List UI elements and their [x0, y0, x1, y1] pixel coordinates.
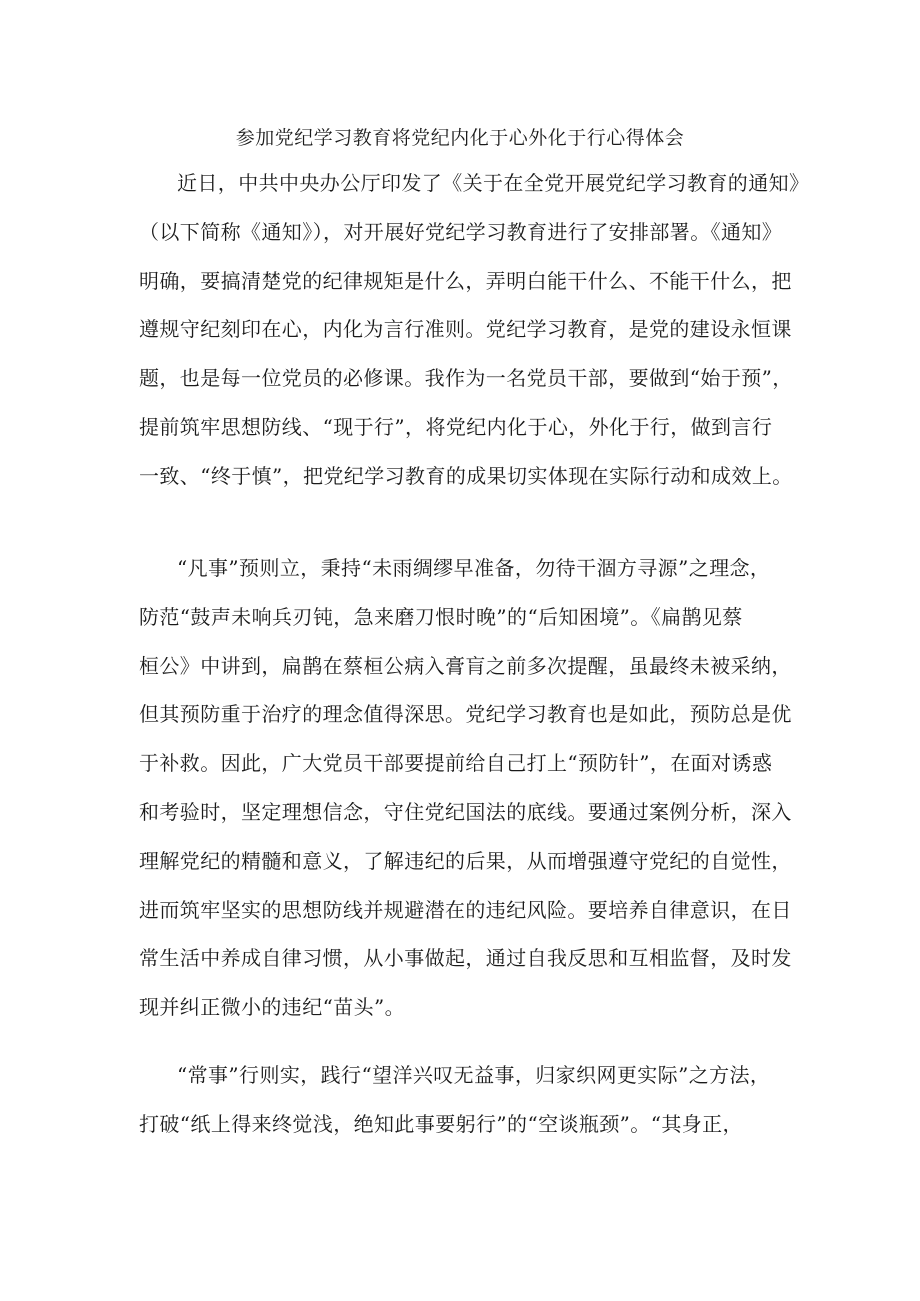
text-line: 现并纠正微小的违纪“苗头”。	[139, 995, 406, 1020]
paragraph-3	[139, 1051, 799, 1149]
document-title: 参加党纪学习教育将党纪内化于心外化于行心得体会	[235, 127, 685, 149]
paragraph-2	[139, 544, 799, 1032]
text-line: 一致、“终于慎”，把党纪学习教育的成果切实体现在实际行动和成效上。	[139, 463, 793, 488]
text-line: 但其预防重于治疗的理念值得深思。党纪学习教育也是如此，预防总是优	[139, 702, 792, 727]
text-line: 遵规守纪刻印在心，内化为言行准则。党纪学习教育，是党的建设永恒课	[139, 317, 792, 342]
text-line: 近日，中共中央办公厅印发了《关于在全党开展党纪学习教育的通知》	[177, 171, 810, 195]
paragraph-1	[139, 159, 810, 501]
text-line: 于补救。因此，广大党员干部要提前给自己打上“预防针”，在面对诱惑	[139, 751, 773, 776]
text-line: 明确，要搞清楚党的纪律规矩是什么，弄明白能干什么、不能干什么，把	[139, 268, 792, 293]
text-line: 桓公》中讲到，扁鹊在蔡桓公病入膏肓之前多次提醒，虽最终未被采纳，	[139, 653, 792, 678]
text-line: “凡事”预则立，秉持“未雨绸缪早准备，勿待干涸方寻源”之理念，	[177, 556, 771, 580]
text-line: “常事”行则实，践行“望洋兴叹无益事，归家织网更实际”之方法，	[177, 1063, 771, 1087]
text-line: 题，也是每一位党员的必修课。我作为一名党员干部，要做到“始于预”，	[139, 366, 793, 391]
text-line: （以下简称《通知》），对开展好党纪学习教育进行了安排部署。《通知》	[139, 219, 783, 244]
text-line: 理解党纪的精髓和意义，了解违纪的后果，从而增强遵守党纪的自觉性，	[139, 848, 792, 873]
text-line: 常生活中养成自律习惯，从小事做起，通过自我反思和互相监督，及时发	[139, 946, 792, 971]
text-line: 和考验时，坚定理想信念，守住党纪国法的底线。要通过案例分析，深入	[139, 799, 792, 824]
text-line: 防范“鼓声未响兵刃钝，急来磨刀恨时晚”的“后知困境”。《扁鹊见蔡	[139, 604, 743, 629]
text-line: 进而筑牢坚实的思想防线并规避潜在的违纪风险。要培养自律意识，在日	[139, 897, 792, 922]
text-line: 提前筑牢思想防线、“现于行”，将党纪内化于心，外化于行，做到言行	[139, 414, 773, 439]
text-line: 打破“纸上得来终觉浅，绝知此事要躬行”的“空谈瓶颈”。“其身正，	[139, 1111, 743, 1136]
